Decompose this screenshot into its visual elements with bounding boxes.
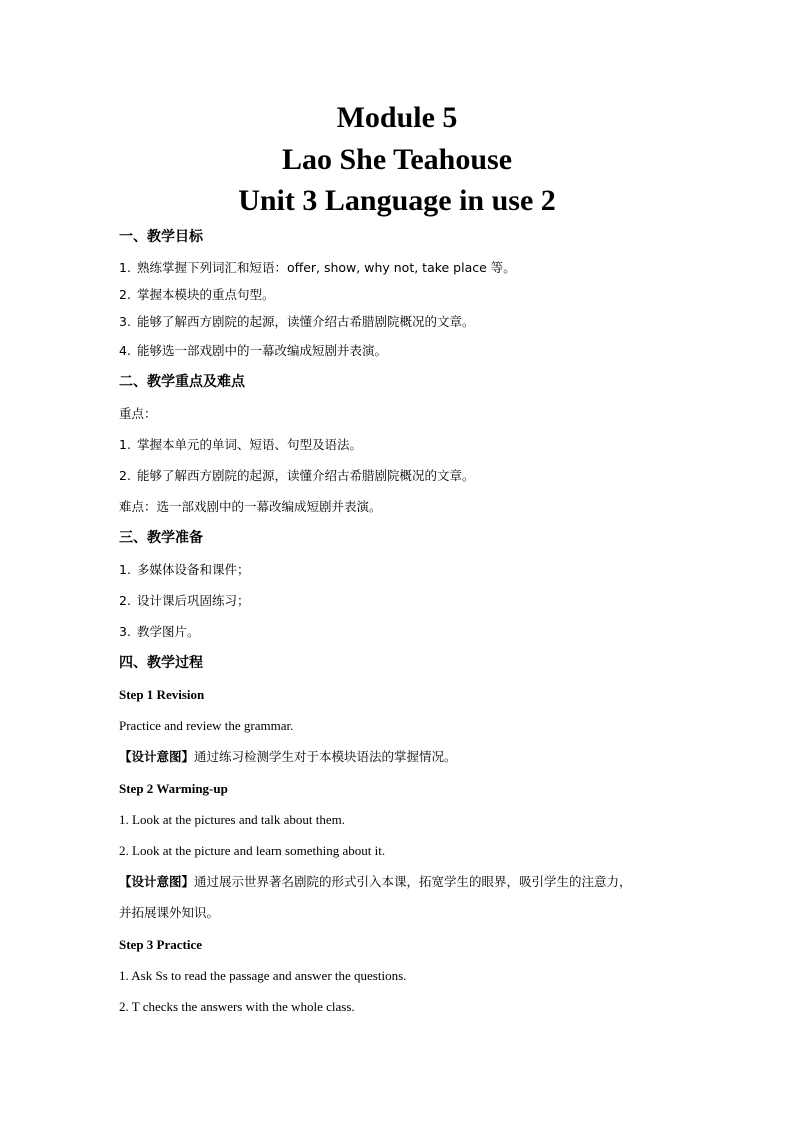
step-text: Practice and review the grammar. xyxy=(119,718,294,733)
key-point-item xyxy=(119,436,719,454)
section-heading-objectives: 一、教学目标 xyxy=(119,229,203,245)
item-text: 多媒体设备和课件； xyxy=(136,562,250,577)
preparation-item xyxy=(119,561,719,579)
step-item: 2. T checks the answers with the whole class. xyxy=(119,999,355,1014)
preparation-item xyxy=(119,592,719,610)
step-title: Step 2 Warming-up xyxy=(119,781,228,796)
item-text: 掌握本单元的单词、短语、句型及语法。 xyxy=(136,437,362,452)
step-title: Step 3 Practice xyxy=(119,937,203,952)
design-intent-text: 通过练习检测学生对于本模块语法的掌握情况。 xyxy=(194,749,457,764)
design-intent-continued: 并拓展课外知识。 xyxy=(119,905,220,920)
step-title: Step 1 Revision xyxy=(119,687,205,702)
title-unit: Unit 3 Language in use 2 xyxy=(238,184,556,217)
objective-item xyxy=(119,342,719,360)
step-item: 2. Look at the picture and learn something about it. xyxy=(119,843,386,858)
title-module: Module 5 xyxy=(336,101,458,134)
key-point-item xyxy=(119,467,719,485)
item-number: 4. xyxy=(119,343,131,358)
item-number: 1. xyxy=(119,260,131,275)
title-lesson: Lao She Teahouse xyxy=(281,143,513,176)
item-text: 设计课后巩固练习； xyxy=(136,593,250,608)
item-text: 掌握本模块的重点句型。 xyxy=(136,287,275,302)
design-intent xyxy=(119,873,719,891)
objective-item xyxy=(119,313,719,331)
section-heading-key-points: 二、教学重点及难点 xyxy=(119,374,245,390)
step-item: 1. Ask Ss to read the passage and answer the questions. xyxy=(119,968,407,983)
item-number: 3. xyxy=(119,314,131,329)
design-intent-label: 【设计意图】 xyxy=(119,749,195,764)
item-number: 1. xyxy=(119,437,131,452)
design-intent-text: 通过展示世界著名剧院的形式引入本课，拓宽学生的眼界，吸引学生的注意力， xyxy=(194,874,632,889)
item-text: 能够了解西方剧院的起源，读懂介绍古希腊剧院概况的文章。 xyxy=(136,314,475,329)
design-intent xyxy=(119,748,719,766)
item-number: 1. xyxy=(119,562,131,577)
section-heading-process: 四、教学过程 xyxy=(119,655,203,671)
item-text: 熟练掌握下列词汇和短语：offer, show, why not, take place 等。 xyxy=(136,260,516,275)
item-number: 2. xyxy=(119,287,131,302)
preparation-item xyxy=(119,623,719,641)
objective-item xyxy=(119,259,719,277)
item-number: 3. xyxy=(119,624,131,639)
design-intent-label: 【设计意图】 xyxy=(119,874,195,889)
item-text: 教学图片。 xyxy=(136,624,200,639)
item-number: 2. xyxy=(119,468,131,483)
item-text: 能够选一部戏剧中的一幕改编成短剧并表演。 xyxy=(136,343,387,358)
section-heading-preparation: 三、教学准备 xyxy=(119,530,203,546)
step-item: 1. Look at the pictures and talk about them. xyxy=(119,812,345,827)
key-points-label: 重点： xyxy=(119,406,157,421)
difficulty-text: 难点：选一部戏剧中的一幕改编成短剧并表演。 xyxy=(119,499,382,514)
item-number: 2. xyxy=(119,593,131,608)
objective-item xyxy=(119,286,719,304)
item-text: 能够了解西方剧院的起源，读懂介绍古希腊剧院概况的文章。 xyxy=(136,468,475,483)
